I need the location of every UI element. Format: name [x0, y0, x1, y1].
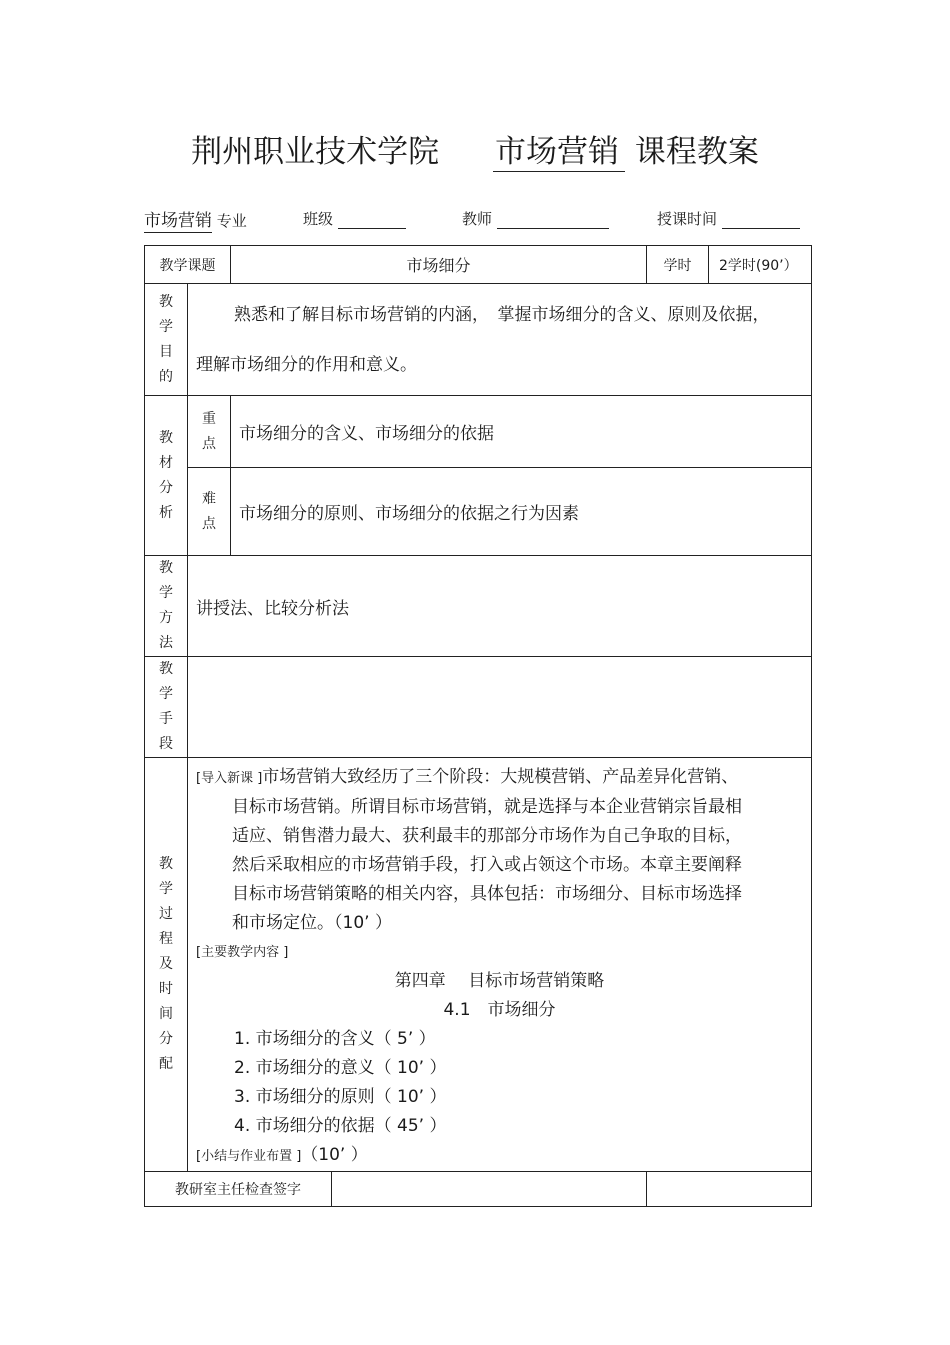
content-item-1: 1. 市场细分的含义（ 5’ ） — [234, 1029, 436, 1049]
class-label: 班级 — [303, 210, 334, 228]
course-name: 市场营销 — [493, 133, 625, 172]
intro-line-1: [导入新课 ]市场营销大致经历了三个阶段：大规模营销、产品差异化营销、 — [196, 767, 739, 787]
hard-point-text: 市场细分的原则、市场细分的依据之行为因素 — [231, 468, 812, 556]
objective-line-1: 熟悉和了解目标市场营销的内涵， 掌握市场细分的含义、原则及依据， — [234, 304, 770, 325]
objective-row — [145, 284, 812, 396]
intro-line-2: 目标市场营销。所谓目标市场营销，就是选择与本企业营销宗旨最相 — [232, 797, 742, 817]
means-label: 教 学 手 段 — [145, 657, 188, 758]
summary-line — [196, 1141, 803, 1171]
key-point-label: 重 点 — [188, 396, 231, 468]
analysis-key-row — [145, 396, 812, 468]
process-row — [145, 758, 812, 1172]
major-value: 市场营销 — [144, 206, 212, 233]
signature-row — [145, 1172, 812, 1207]
process-content — [188, 758, 812, 1172]
hours-label: 学时 — [647, 246, 709, 284]
teacher-field — [462, 208, 609, 229]
topic-value: 市场细分 — [231, 246, 647, 284]
hard-point-label: 难 点 — [188, 468, 231, 556]
method-row — [145, 556, 812, 657]
intro-line-3: 适应、销售潜力最大、获利最丰的那部分市场作为自己争取的目标， — [232, 826, 742, 846]
content-item-4: 4. 市场细分的依据（ 45’ ） — [234, 1116, 447, 1136]
content-item-2: 2. 市场细分的意义（ 10’ ） — [234, 1058, 447, 1078]
topic-row — [145, 246, 812, 284]
signature-value[interactable] — [332, 1172, 646, 1206]
lesson-plan-table — [144, 245, 812, 1207]
class-blank[interactable] — [338, 210, 406, 229]
teacher-blank[interactable] — [497, 210, 609, 229]
teacher-label: 教师 — [462, 210, 493, 228]
signature-value-rest[interactable] — [647, 1172, 812, 1207]
analysis-label: 教 材 分 析 — [145, 396, 188, 556]
class-field — [303, 208, 406, 229]
means-text[interactable] — [188, 657, 812, 758]
method-label: 教 学 方 法 — [145, 556, 188, 657]
summary-tag: [小结与作业布置 ] — [196, 1149, 302, 1164]
major-label: 专业 — [216, 212, 247, 230]
summary-time: （10’ ） — [301, 1145, 368, 1165]
main-content-tag: [主要教学内容 ] — [196, 945, 289, 960]
time-field — [657, 208, 800, 229]
time-blank[interactable] — [722, 210, 800, 229]
signature-label: 教研室主任检查签字 — [145, 1172, 332, 1206]
process-label: 教 学 过 程 及 时 间 分 配 — [145, 758, 188, 1172]
key-point-text: 市场细分的含义、市场细分的依据 — [231, 396, 812, 468]
intro-tag: [导入新课 ] — [196, 771, 263, 786]
intro-line-4: 然后采取相应的市场营销手段，打入或占领这个市场。本章主要阐释 — [232, 855, 742, 875]
chapter-title: 第四章 目标市场营销策略 — [394, 971, 605, 991]
intro-line-5: 目标市场营销策略的相关内容，具体包括：市场细分、目标市场选择 — [232, 884, 742, 904]
intro-line-6: 和市场定位。（10’ ） — [232, 913, 392, 933]
section-title: 4.1 市场细分 — [443, 1000, 556, 1020]
method-text: 讲授法、比较分析法 — [188, 556, 812, 657]
time-label: 授课时间 — [657, 210, 718, 228]
major-field — [144, 206, 247, 233]
hours-value: 2学时(90’） — [709, 246, 812, 284]
objective-text — [188, 284, 812, 396]
page-title — [0, 133, 950, 172]
objective-line-2: 理解市场细分的作用和意义。 — [196, 354, 417, 375]
school-name: 荆州职业技术学院 — [191, 134, 440, 170]
content-item-3: 3. 市场细分的原则（ 10’ ） — [234, 1087, 447, 1107]
doc-type: 课程教案 — [634, 134, 759, 170]
signature-cell — [145, 1172, 647, 1207]
topic-label: 教学课题 — [145, 246, 231, 284]
means-row — [145, 657, 812, 758]
objective-label: 教 学 目 的 — [145, 284, 188, 396]
analysis-hard-row — [145, 468, 812, 556]
